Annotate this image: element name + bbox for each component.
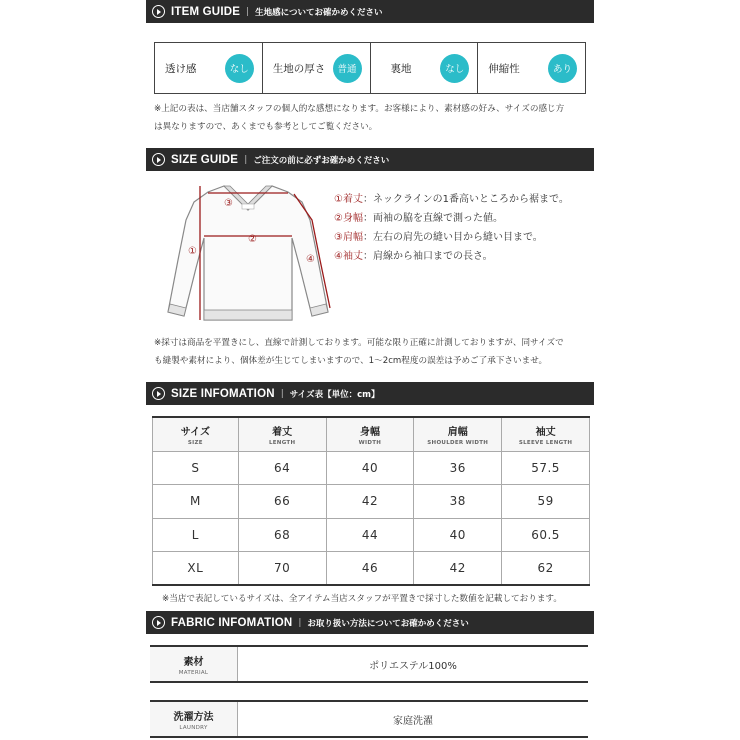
note-line: ※採寸は商品を平置きにし、直線で計測しております。可能な限り正確に計測しておりますが、同サイズで [154, 338, 564, 348]
fabric-material-value: ポリエステル100% [369, 660, 457, 672]
table-cell: M [153, 485, 239, 519]
guide-label: 透け感 [165, 62, 197, 75]
table-cell: 40 [326, 451, 414, 485]
legend-item [334, 228, 569, 247]
size-table-header-row [153, 417, 590, 451]
table-cell: XL [153, 552, 239, 586]
size-guide-legend [334, 190, 569, 266]
header-length: 着丈 LENGTH [238, 417, 326, 451]
header-size: サイズ SIZE [153, 417, 239, 451]
guide-badge: あり [548, 54, 577, 83]
fabric-head-jp: 洗濯方法 [173, 711, 214, 723]
bar-divider: | [246, 6, 250, 17]
fabric-info-header [146, 611, 594, 634]
table-cell: 57.5 [502, 451, 590, 485]
marker-1: ① [188, 246, 197, 257]
legend-key: ②身幅 [334, 213, 363, 224]
size-guide-title: SIZE GUIDE [171, 153, 239, 166]
table-cell: 38 [414, 485, 502, 519]
table-cell: 40 [414, 518, 502, 552]
fabric-head-en: MATERIAL [178, 669, 209, 676]
guide-label: 裏地 [390, 62, 412, 75]
legend-item [334, 247, 569, 266]
legend-desc: ：両袖の脇を直線で測った値。 [362, 213, 503, 224]
table-row [153, 552, 590, 586]
header-sleeve: 袖丈 SLEEVE LENGTH [502, 417, 590, 451]
fabric-info-subtitle: お取り扱い方法についてお確かめください [307, 618, 469, 629]
size-table [152, 416, 590, 586]
guide-cell-lining [371, 43, 479, 93]
table-cell: 44 [326, 518, 414, 552]
marker-2: ② [248, 234, 257, 245]
marker-3: ③ [224, 198, 233, 209]
sweater-diagram [160, 180, 340, 325]
note-line: ※上記の表は、当店舗スタッフの個人的な感想になります。お客様により、素材感の好み、サイズの感じ方 [154, 104, 565, 114]
fabric-laundry-row [150, 700, 588, 738]
guide-label: 生地の厚さ [272, 62, 326, 75]
item-guide-table [154, 42, 586, 94]
legend-desc: ：左右の肩先の縫い目から縫い目まで。 [362, 232, 543, 243]
size-info-title: SIZE INFOMATION [171, 387, 275, 400]
table-cell: 36 [414, 451, 502, 485]
marker-4: ④ [306, 254, 315, 265]
legend-desc: ：ネックラインの1番高いところから裾まで。 [362, 194, 569, 205]
guide-cell-transparency [155, 43, 263, 93]
item-guide-header [146, 0, 594, 23]
header-shoulder: 肩幅 SHOULDER WIDTH [414, 417, 502, 451]
item-guide-title: ITEM GUIDE [171, 5, 241, 18]
fabric-material-head [150, 647, 238, 681]
table-cell: 64 [238, 451, 326, 485]
guide-badge: なし [440, 54, 469, 83]
table-cell: S [153, 451, 239, 485]
sweater-hem-rib [204, 310, 292, 320]
legend-key: ①着丈 [334, 194, 363, 205]
legend-item [334, 209, 569, 228]
table-row [153, 518, 590, 552]
arrow-circle-icon [152, 153, 165, 166]
table-cell: L [153, 518, 239, 552]
legend-key: ③肩幅 [334, 232, 363, 243]
bar-divider: | [298, 617, 302, 628]
size-info-subtitle: サイズ表【単位：cm】 [289, 389, 380, 400]
table-cell: 42 [326, 485, 414, 519]
table-cell: 62 [502, 552, 590, 586]
arrow-circle-icon [152, 387, 165, 400]
item-guide-note [154, 100, 594, 136]
fabric-info-title: FABRIC INFOMATION [171, 616, 293, 629]
note-line: も縫製や素材により、個体差が生じてしまいますので、1〜2cm程度の誤差は予めご了承下さいませ。 [154, 356, 548, 366]
table-cell: 70 [238, 552, 326, 586]
table-row [153, 451, 590, 485]
legend-key: ④袖丈 [334, 251, 363, 262]
table-cell: 59 [502, 485, 590, 519]
table-cell: 46 [326, 552, 414, 586]
table-cell: 42 [414, 552, 502, 586]
fabric-laundry-value: 家庭洗濯 [393, 715, 433, 727]
size-guide-subtitle: ご注文の前に必ずお確かめください [253, 155, 390, 166]
note-line: は異なりますので、あくまでも参考としてご覧ください。 [154, 122, 378, 132]
size-guide-note [154, 334, 594, 370]
arrow-circle-icon [152, 5, 165, 18]
guide-badge: なし [225, 54, 254, 83]
fabric-head-jp: 素材 [183, 656, 204, 668]
guide-cell-stretch [478, 43, 585, 93]
fabric-head-en: LAUNDRY [179, 724, 208, 731]
legend-item [334, 190, 569, 209]
table-cell: 60.5 [502, 518, 590, 552]
bar-divider: | [244, 154, 248, 165]
legend-desc: ：肩線から袖口までの長さ。 [362, 251, 493, 262]
fabric-material-row [150, 645, 588, 683]
size-info-header [146, 382, 594, 405]
header-width: 身幅 WIDTH [326, 417, 414, 451]
size-guide-header [146, 148, 594, 171]
size-info-note: ※当店で表記しているサイズは、全アイテム当店スタッフが平置きで採寸した数値を記載しております。 [162, 594, 562, 604]
table-row [153, 485, 590, 519]
table-cell: 66 [238, 485, 326, 519]
sweater-label [242, 204, 254, 209]
guide-label: 伸縮性 [488, 62, 520, 75]
guide-badge: 普通 [333, 54, 362, 83]
item-guide-subtitle: 生地感についてお確かめください [255, 7, 383, 18]
arrow-circle-icon [152, 616, 165, 629]
fabric-laundry-head [150, 702, 238, 736]
table-cell: 68 [238, 518, 326, 552]
bar-divider: | [280, 388, 284, 399]
guide-cell-thickness [263, 43, 371, 93]
